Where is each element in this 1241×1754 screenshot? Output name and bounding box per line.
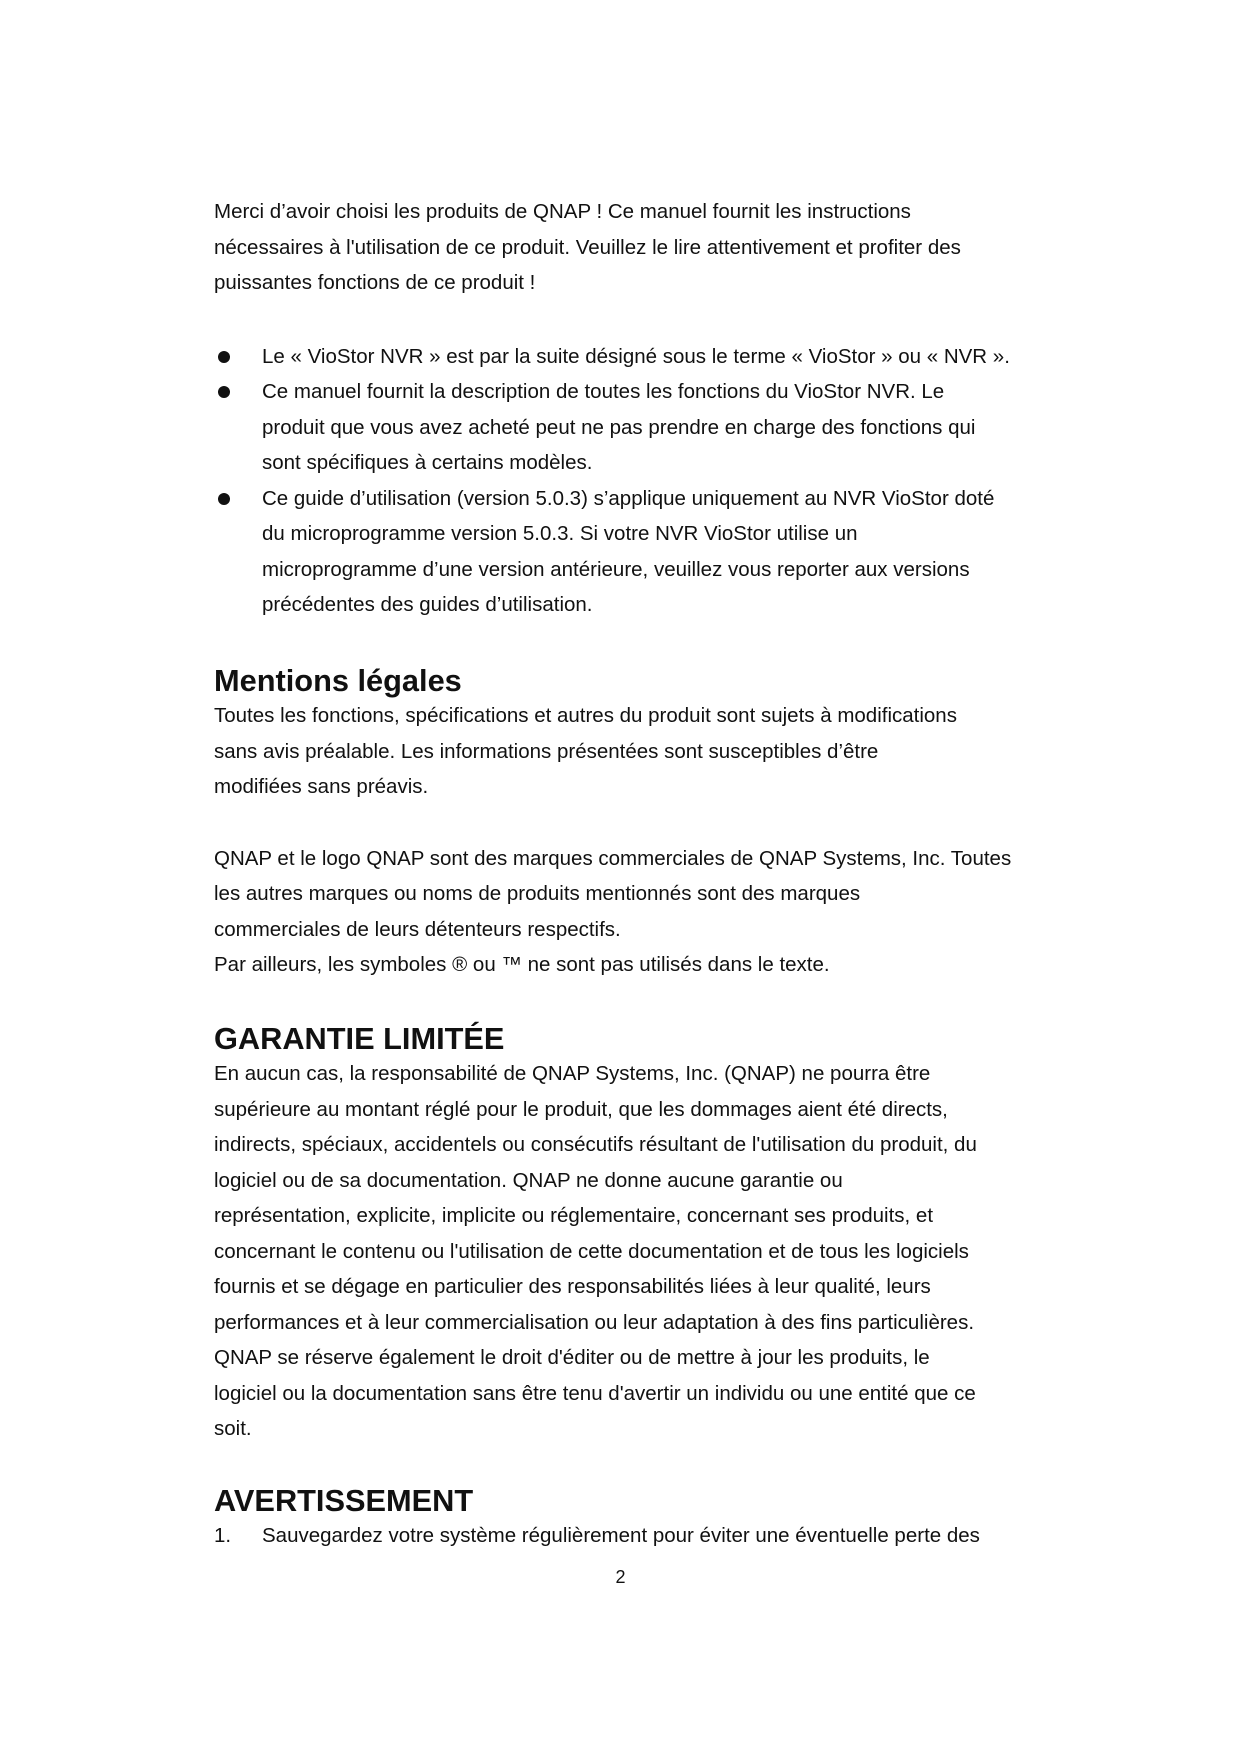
intro-line: Merci d’avoir choisi les produits de QNAP ! Ce manuel fournit les instructions bbox=[214, 200, 911, 223]
bullet-line: microprogramme d’une version antérieure, veuillez vous reporter aux versions bbox=[262, 557, 970, 581]
bullet-item-firmware-version bbox=[214, 481, 1044, 623]
bullet-dot-icon bbox=[218, 493, 230, 505]
warranty-line: soit. bbox=[214, 1417, 252, 1440]
intro-line: nécessaires à l'utilisation de ce produit. Veuillez le lire attentivement et profiter des bbox=[214, 235, 961, 259]
warranty-line: logiciel ou de sa documentation. QNAP ne donne aucune garantie ou bbox=[214, 1168, 843, 1192]
bullet-item-viostor-naming bbox=[214, 339, 1044, 375]
warranty-heading: GARANTIE LIMITÉE bbox=[214, 1020, 505, 1056]
legal-heading: Mentions légales bbox=[214, 662, 462, 698]
bullet-item-manual-scope bbox=[214, 374, 1044, 481]
bullet-line: précédentes des guides d’utilisation. bbox=[262, 593, 593, 616]
trademark-line: QNAP et le logo QNAP sont des marques commerciales de QNAP Systems, Inc. Toutes bbox=[214, 846, 1012, 870]
legal-line: Toutes les fonctions, spécifications et autres du produit sont sujets à modifications bbox=[214, 704, 957, 727]
warranty-line: QNAP se réserve également le droit d'éditer ou de mettre à jour les produits, le bbox=[214, 1346, 930, 1369]
warning-heading: AVERTISSEMENT bbox=[214, 1482, 474, 1518]
trademark-paragraph bbox=[214, 841, 1044, 983]
legal-line: modifiées sans préavis. bbox=[214, 775, 429, 798]
warranty-line: En aucun cas, la responsabilité de QNAP Systems, Inc. (QNAP) ne pourra être bbox=[214, 1062, 931, 1085]
trademark-line: commerciales de leurs détenteurs respectifs. bbox=[214, 917, 621, 941]
bullet-line: du microprogramme version 5.0.3. Si votre NVR VioStor utilise un bbox=[262, 522, 858, 545]
warning-item-number: 1. bbox=[214, 1524, 232, 1547]
intro-line: puissantes fonctions de ce produit ! bbox=[214, 271, 536, 294]
warranty-line: indirects, spéciaux, accidentels ou consécutifs résultant de l'utilisation du produit, du bbox=[214, 1133, 977, 1156]
intro-paragraph bbox=[214, 194, 1044, 301]
bullet-line: sont spécifiques à certains modèles. bbox=[262, 451, 593, 474]
bullet-dot-icon bbox=[218, 351, 230, 363]
trademark-line: Par ailleurs, les symboles ® ou ™ ne sont pas utilisés dans le texte. bbox=[214, 953, 830, 976]
warranty-line: fournis et se dégage en particulier des responsabilités liées à leur qualité, leurs bbox=[214, 1275, 931, 1298]
bullet-dot-icon bbox=[218, 386, 230, 398]
warranty-line: supérieure au montant réglé pour le produit, que les dommages aient été directs, bbox=[214, 1097, 948, 1121]
warning-item-1 bbox=[214, 1518, 1044, 1554]
bullet-line: produit que vous avez acheté peut ne pas prendre en charge des fonctions qui bbox=[262, 415, 976, 439]
warranty-line: logiciel ou la documentation sans être tenu d'avertir un individu ou une entité que ce bbox=[214, 1381, 976, 1405]
document-page bbox=[214, 194, 1044, 1554]
bullet-line: Ce guide d’utilisation (version 5.0.3) s’applique uniquement au NVR VioStor doté bbox=[262, 486, 995, 510]
bullet-line: Le « VioStor NVR » est par la suite désigné sous le terme « VioStor » ou « NVR ». bbox=[262, 344, 1010, 368]
bullet-line: Ce manuel fournit la description de toutes les fonctions du VioStor NVR. Le bbox=[262, 380, 945, 403]
warranty-line: concernant le contenu ou l'utilisation de cette documentation et de tous les logiciels bbox=[214, 1239, 969, 1263]
page-number: 2 bbox=[615, 1567, 626, 1587]
warning-item-text: Sauvegardez votre système régulièrement pour éviter une éventuelle perte des bbox=[262, 1524, 980, 1547]
warranty-paragraph bbox=[214, 1056, 1044, 1447]
warranty-line: performances et à leur commercialisation ou leur adaptation à des fins particulières. bbox=[214, 1310, 975, 1334]
legal-paragraph bbox=[214, 698, 1044, 805]
notes-bullet-list bbox=[214, 339, 1044, 623]
trademark-line: les autres marques ou noms de produits mentionnés sont des marques bbox=[214, 882, 861, 905]
warranty-line: représentation, explicite, implicite ou réglementaire, concernant ses produits, et bbox=[214, 1204, 934, 1227]
legal-line: sans avis préalable. Les informations présentées sont susceptibles d’être bbox=[214, 739, 879, 763]
